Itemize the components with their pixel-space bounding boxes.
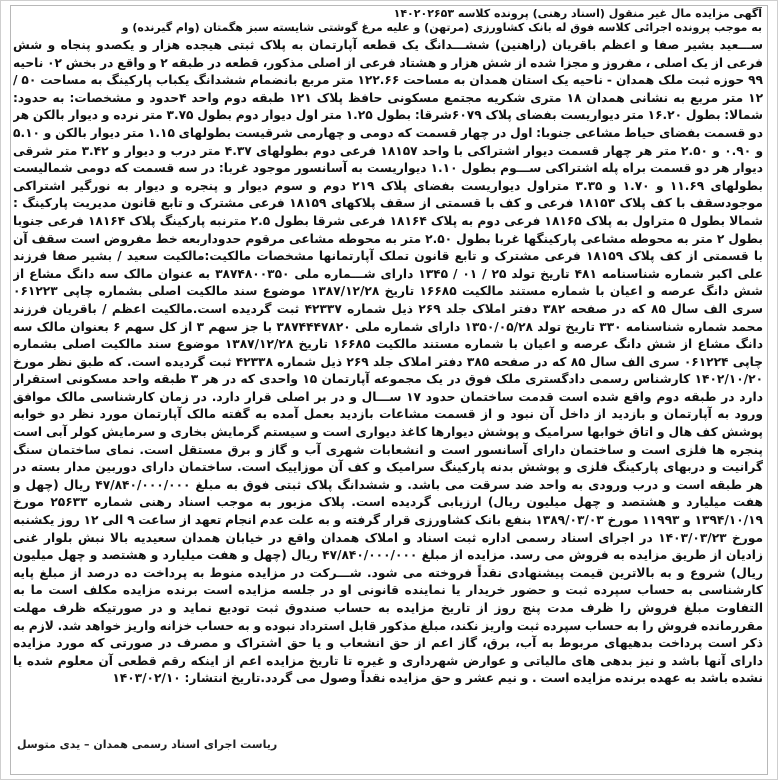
notice-title: آگهی مزایده مال غیر منقول (اسناد رهنی) پرونده کلاسه ۱۴۰۲۰۲۶۵۳: [393, 7, 762, 20]
notice-preamble: به موجب پرونده اجرائی کلاسه فوق له بانک کشاورزی (مرتهن) و علیه مرغ گوشتی شایسته سبز هگمتان (وام گیرنده) و: [121, 21, 762, 34]
notice-body: ســـعید بشیر صفا و اعظم باقریان (راهنین) ششـــدانگ یک قطعه آپارتمان به پلاک ثبتی هیجده هزار و یکصدو پنجاه و شش فرعی از یک اصلی ، مفروز و مجزا شده از شش هزار و هشتاد فرعی از اصلی مذکور، قطعه در طبقه ۲ و واقع در بخش ۰۲ ناحیه ۹۹ حوزه ثبت ملک همدان - ناحیه یک استان همدان به مساحت ۱۲۲.۶۶ متر مربع بانضمام ششدانگ یکباب پارکینگ به مساحت ۵۰ / ۱۲ متر مربع به نشانی همدان ۱۸ متری شکریه مجتمع مسکونی حافظ پلاک ۱۲۱ طبقه دوم واحد ۴حدود و مشخصات: به حدود: شمالا: بطول ۱۶.۲۰ متر دیواریست بفضای پلاک ۶۰۷۹شرقا: بطول ۱.۲۵ متر اول دیوار دوم بطول ۳.۷۵ متر نرده و دیوار بالکن هر دو قسمت بفضای حیاط مشاعی جنوبا: اول در چهار قسمت که دومی و چهارمی شرقیست بطولهای ۱.۱۵ متر دیوار بالکن و ۵.۱۰ و ۰.۹۰ و ۲.۵۰ متر هر چهار قسمت دیوار اشتراکی با واحد ۱۸۱۵۷ فرعی دوم بطولهای ۴.۳۷ متر درب و دیوار و ۳.۴۲ متر شرقی دیوار هر دو قسمت براه پله اشتراکی ســـوم بطول ۱.۱۰ دیواریست به آسانسور موجود غربا: در سه قسمت که دومی شمالیست بطولهای ۱۱.۶۹ و ۱.۷۰ و ۳.۳۵ متراول دیواریست بفضای پلاک ۲۱۹ دوم و سوم دیوار و پنجره و دیوار به نورگیر اشتراکی موجودسقف با کف پلاک ۱۸۱۵۳ فرعی و کف با قسمتی از سقف پلاکهای ۱۸۱۵۹ فرعی مشترک و تابع قانون مدیریت پارکینگ : شمالا بطول ۵ متراول به پلاک ۱۸۱۶۵ فرعی دوم به پلاک ۱۸۱۶۴ فرعی شرقا بطول ۲.۵ مترنبه پارکینگ پلاک ۱۸۱۶۴ فرعی جنوبا بطول ۲ متر به محوطه مشاعی پارکینگها غربا بطول ۲.۵۰ متر به محوطه مشاعی مرقوم حدوداربعه خط مفروض است سقف آن با قسمتی از کف پلاک ۱۸۱۵۹ فرعی مشترک و تابع قانون تملک آپارتمانها مشخصات مالکیت:مالکیت سعید / بشیر صفا فرزند علی اکبر شماره شناسنامه ۴۸۱ تاریخ تولد ۲۵ / ۰۱ / ۱۳۴۵ دارای شـــماره ملی ۳۸۷۴۸۰۰۳۵۰ به عنوان مالک سه دانگ مشاع از شش دانگ عرصه و اعیان با شماره مستند مالکیت ۱۶۶۸۵ تاریخ ۱۳۸۷/۱۲/۲۸ موضوع سند مالکیت اصلی بشماره چاپی ۰۶۱۲۲۳ سری الف سال ۸۵ که در صفحه ۳۸۲ دفتر املاک جلد ۲۶۹ ذیل شماره ۴۲۳۳۷ ثبت گردیده است.مالکیت اعظم / باقریان فرزند محمد شماره شناسنامه ۳۳۰ تاریخ تولد ۱۳۵۰/۰۵/۲۸ دارای شماره ملی ۳۸۷۴۴۴۷۸۲۰ با جز سهم ۳ از کل سهم ۶ بعنوان مالک سه دانگ مشاع از شش دانگ عرصه و اعیان با شماره مستند مالکیت ۱۶۶۸۵ تاریخ ۱۳۸۷/۱۲/۲۸ موضوع سند مالکیت اصلی بشماره چاپی ۰۶۱۲۲۴ سری الف سال ۸۵ که در صفحه ۳۸۵ دفتر املاک جلد ۲۶۹ ذیل شماره ۴۲۳۳۸ ثبت گردیده است. که طبق نظر مورخ ۱۴۰۲/۱۰/۲۰ کارشناس رسمی دادگستری ملک فوق در یک مجموعه آپارتمان ۱۵ واحدی که در هر ۳ طبقه واحد مسکونی استقرار دارد در طبقه دوم واقع شده است قدمت ساختمان حدود ۱۷ ســـال و در بر اصلی قرار دارد. در زمان کارشناسی مالک موافق ورود به آپارتمان و بازدید از داخل آن نبود و از قسمت مشاعات بازدید بعمل آمده به گفته مالک آپارتمان مورد نظر دو خوابه پوشش کف هال و اتاق خوابها سرامیک و پوشش دیوارها کاغذ دیواری است و سیستم گرمایش بخاری و سرمایش کولر آبی است پنجره ها فلزی است و ساختمان دارای آسانسور است و انشعابات شهری آب و گاز و برق مستقل است. نمای ساختمان سنگ گرانیت و دربهای پارکینگ فلزی و پوشش بدنه پارکینگ سرامیک و کف آن موزاییک است. ساختمان دارای دوربین مدار بسته در هر طبقه است و درب ورودی به واحد ضد سرقت می باشد. و ششدانگ پلاک ثبتی فوق به مبلغ ۴۷/۸۴۰/۰۰۰/۰۰۰ ریال (چهل و هفت میلیارد و هشتصد و چهل میلیون ریال) ارزیابی گردیده است. پلاک مزبور به موجب اسناد رهنی شماره ۲۵۶۳۳ مورخ ۱۳۹۴/۱۰/۱۹ و ۱۱۹۹۳ مورخ ۱۳۸۹/۰۳/۰۳ بنفع بانک کشاورزی قرار گرفته و به علت عدم انجام تعهد از ساعت ۹ الی ۱۲ روز یکشنبه مورخ ۱۴۰۳/۰۳/۲۳ در اجرای اسناد رسمی اداره ثبت اسناد و املاک همدان واقع در خیابان همدان سعیدیه بالا نبش بلوار غنی زادیان از طریق مزایده به فروش می رسد. مزایده از مبلغ ۴۷/۸۴۰/۰۰۰/۰۰۰ ریال (چهل و هفت میلیارد و هشتصد و چهل میلیون ریال) شروع و به بالاترین قیمت پیشنهادی نقداً فروخته می شود. شـــرکت در مزایده منوط به پرداخت ده درصد از مبلغ پایه کارشناسی به حساب سپرده ثبت و حضور خریدار یا نماینده قانونی او در جلسه مزایده است برنده مزایده مکلف است ما به التفاوت مبلغ فروش را ظرف مدت پنج روز از تاریخ مزایده به حساب صندوق ثبت تودیع نماید و در صورتیکه ظرف مهلت مقررمانده فروش را به حساب سپرده ثبت واریز نکند، مبلغ مذکور قابل استرداد نبوده و به حساب خزانه واریز خواهد شد. لازم به ذکر است پرداخت بدهیهای مربوط به آب، برق، گاز اعم از حق انشعاب و یا حق اشتراک و مصرف در صورتی که مورد مزایده دارای آنها باشد و نیز بدهی های مالیاتی و عوارض شهرداری و غیره تا تاریخ مزایده اعم از اینکه رقم قطعی آن معلوم شده یا نشده باشد به عهده برنده مزایده است . و نیم عشر و حق مزایده نقداً وصول می گردد.تاریخ انتشار: ۱۴۰۳/۰۲/۱۰: [13, 38, 763, 686]
notice-signature: ریاست اجرای اسناد رسمی همدان – یدی متوسل: [17, 738, 278, 751]
